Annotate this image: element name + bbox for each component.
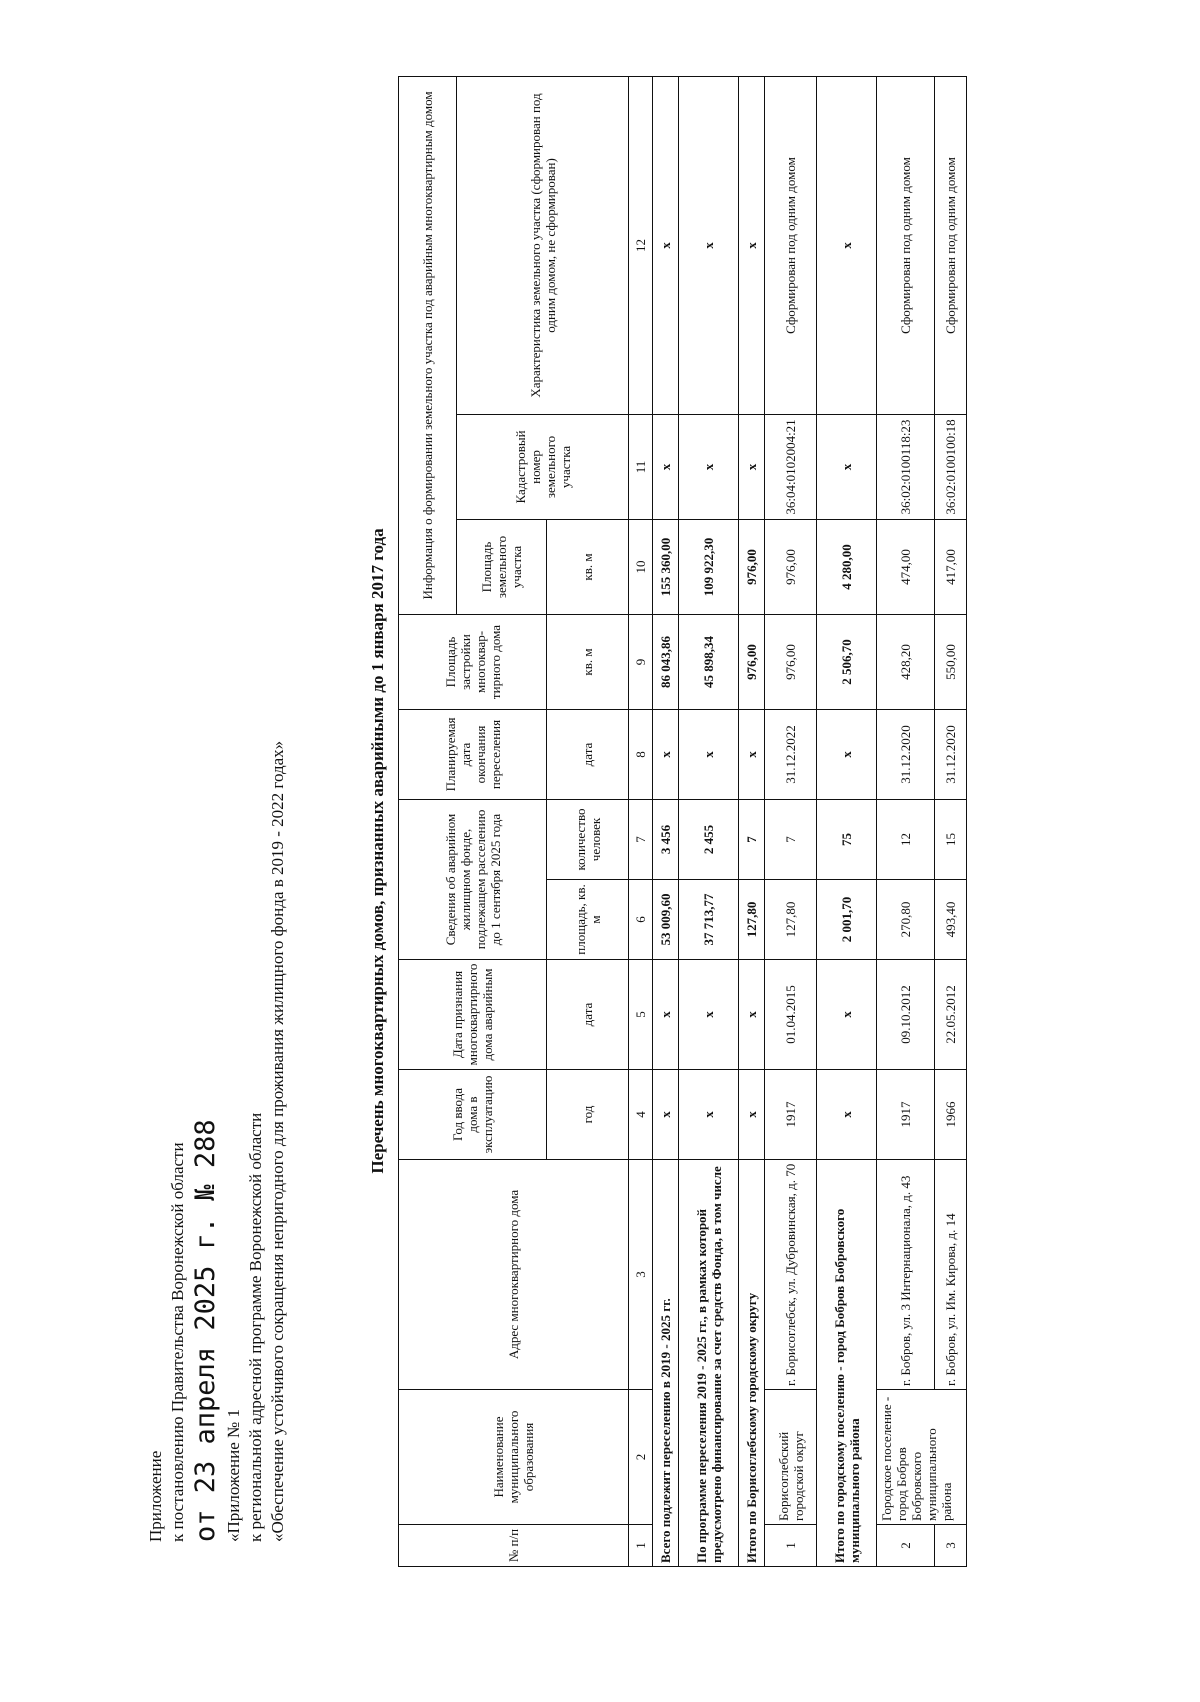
cell-date: 01.04.2015 (765, 960, 817, 1070)
cell-land-char: х (653, 76, 679, 414)
header-land-info: Информация о формировании земельного участка под аварийным многоквартирным домом (399, 76, 457, 614)
cell-date: х (739, 960, 765, 1070)
col-number: 10 (629, 519, 653, 614)
cell-area: 270,80 (877, 880, 935, 960)
program-ref: к региональной адресной программе Воронежской области (246, 1112, 265, 1542)
cell-building-area: 2 506,70 (817, 614, 877, 709)
document-header (145, 741, 289, 1542)
cell-building-area: 976,00 (765, 614, 817, 709)
header-municipality: Наименование муниципального образования (399, 1390, 629, 1525)
cell-building-area: 428,20 (877, 614, 935, 709)
cell-year: х (739, 1070, 765, 1160)
cell-building-area: 45 898,34 (679, 614, 739, 709)
cell-end-date: х (817, 709, 877, 799)
cell-land-char: х (739, 76, 765, 414)
unit-date: дата (547, 960, 629, 1070)
cell-address: г. Бобров, ул. Им. Кирова, д. 14 (935, 1160, 967, 1390)
col-number: 3 (629, 1160, 653, 1390)
col-number: 12 (629, 76, 653, 414)
table-row (765, 76, 817, 1566)
cell-land-char: Сформирован под одним домом (935, 76, 967, 414)
cell-area: 2 001,70 (817, 880, 877, 960)
document-title: Перечень многоквартирных домов, признанных аварийными до 1 января 2017 года (368, 528, 387, 1174)
cell-land-char: х (817, 76, 877, 414)
cell-land-area: 4 280,00 (817, 519, 877, 614)
summary-label: По программе переселения 2019 - 2025 гг., в рамках которой предусмотрено финансирование за счет средств Фонда, в том числе (679, 1160, 739, 1567)
unit-sqm: кв. м (547, 614, 629, 709)
header-building-area: Площадь застройки многоквар-тирного дома (399, 614, 547, 709)
cell-people: 15 (935, 799, 967, 879)
cell-end-date: 31.12.2020 (877, 709, 935, 799)
col-number: 11 (629, 414, 653, 519)
cell-area: 127,80 (739, 880, 765, 960)
cell-end-date: х (679, 709, 739, 799)
cell-end-date: х (739, 709, 765, 799)
cell-end-date: х (653, 709, 679, 799)
summary-total-row (653, 76, 679, 1566)
column-number-row (629, 76, 653, 1566)
cell-year: х (817, 1070, 877, 1160)
unit-year: год (547, 1070, 629, 1160)
cell-people: 7 (765, 799, 817, 879)
cell-people: 12 (877, 799, 935, 879)
header-year-built: Год ввода дома в эксплуатацию (399, 1070, 547, 1160)
cell-people: 3 456 (653, 799, 679, 879)
cell-building-area: 86 043,86 (653, 614, 679, 709)
summary-bobrov-row (817, 76, 877, 1566)
cell-year: х (679, 1070, 739, 1160)
cell-cadastral: 36:04:0102004:21 (765, 414, 817, 519)
appendix-label: Приложение (146, 1450, 165, 1542)
header-planned-end: Планируемая дата окончания переселения (399, 709, 547, 799)
cell-cadastral: х (739, 414, 765, 519)
program-title: «Обеспечение устойчивого сокращения непригодного для проживания жилищного фонда в 2019 - 2022 годах» (268, 740, 287, 1542)
col-number: 1 (629, 1525, 653, 1567)
summary-label: Итого по городскому поселению - город Бобров Бобровского муниципального района (817, 1160, 877, 1567)
cell-building-area: 976,00 (739, 614, 765, 709)
cell-date: х (653, 960, 679, 1070)
cell-address: г. Борисоглебск, ул. Дубровинская, д. 70 (765, 1160, 817, 1390)
col-number: 7 (629, 799, 653, 879)
cell-land-area: 155 360,00 (653, 519, 679, 614)
col-number: 6 (629, 880, 653, 960)
resolution-date: от 23 апреля 2025 г. № 288 (190, 1119, 221, 1542)
cell-year: х (653, 1070, 679, 1160)
summary-label: Итого по Борисоглебскому городскому округу (739, 1160, 765, 1567)
cell-land-area: 976,00 (765, 519, 817, 614)
header-date-emergency: Дата признания многоквартирного дома аварийным (399, 960, 547, 1070)
header-cadastral: Кадастровый номер земельного участка (457, 414, 629, 519)
cell-municipality: Борисоглебский городской округ (765, 1390, 817, 1525)
cell-num: 3 (935, 1525, 967, 1567)
cell-year: 1917 (877, 1070, 935, 1160)
cell-date: 22.05.2012 (935, 960, 967, 1070)
cell-num: 2 (877, 1525, 935, 1567)
cell-municipality: Городское поселение - город Бобров Бобровского муниципального района (877, 1390, 967, 1525)
col-number: 2 (629, 1390, 653, 1525)
cell-date: х (679, 960, 739, 1070)
unit-people: количество человек (547, 799, 629, 879)
cell-land-area: 976,00 (739, 519, 765, 614)
cell-people: 75 (817, 799, 877, 879)
cell-land-area: 474,00 (877, 519, 935, 614)
col-number: 9 (629, 614, 653, 709)
cell-cadastral: 36:02:0100118:23 (877, 414, 935, 519)
appendix-number: «Приложение № 1 (224, 1409, 243, 1542)
col-number: 5 (629, 960, 653, 1070)
resolution-ref: к постановлению Правительства Воронежской области (168, 1142, 187, 1542)
header-resettle-info: Сведения об аварийном жилищном фонде, подлежащем расселению до 1 сентября 2025 года (399, 799, 547, 959)
cell-area: 37 713,77 (679, 880, 739, 960)
cell-area: 127,80 (765, 880, 817, 960)
unit-area: площадь, кв. м (547, 880, 629, 960)
cell-people: 2 455 (679, 799, 739, 879)
cell-area: 53 009,60 (653, 880, 679, 960)
header-land-char: Характеристика земельного участка (сформирован под одним домом, не сформирован) (457, 76, 629, 414)
col-number: 4 (629, 1070, 653, 1160)
cell-land-char: Сформирован под одним домом (765, 76, 817, 414)
cell-area: 493,40 (935, 880, 967, 960)
table-row (935, 76, 967, 1566)
cell-end-date: 31.12.2020 (935, 709, 967, 799)
cell-cadastral: х (817, 414, 877, 519)
summary-borisoglebsk-row (739, 76, 765, 1566)
col-number: 8 (629, 709, 653, 799)
cell-people: 7 (739, 799, 765, 879)
summary-fund-row (679, 76, 739, 1566)
cell-cadastral: х (653, 414, 679, 519)
table-row (877, 76, 935, 1566)
cell-date: х (817, 960, 877, 1070)
cell-cadastral: х (679, 414, 739, 519)
cell-land-area: 109 922,30 (679, 519, 739, 614)
cell-year: 1966 (935, 1070, 967, 1160)
cell-cadastral: 36:02:0100100:18 (935, 414, 967, 519)
cell-building-area: 550,00 (935, 614, 967, 709)
cell-date: 09.10.2012 (877, 960, 935, 1070)
cell-end-date: 31.12.2022 (765, 709, 817, 799)
unit-date: дата (547, 709, 629, 799)
header-address: Адрес многоквартирного дома (399, 1160, 629, 1390)
cell-year: 1917 (765, 1070, 817, 1160)
header-land-area: Площадь земельного участка (457, 519, 547, 614)
unit-sqm: кв. м (547, 519, 629, 614)
cell-num: 1 (765, 1525, 817, 1567)
summary-label: Всего подлежит переселению в 2019 - 2025 гг. (653, 1160, 679, 1567)
cell-address: г. Бобров, ул. 3 Интернационала, д. 43 (877, 1160, 935, 1390)
header-num: № п/п (399, 1525, 629, 1567)
cell-land-char: Сформирован под одним домом (877, 76, 935, 414)
houses-table (398, 76, 967, 1567)
cell-land-area: 417,00 (935, 519, 967, 614)
cell-land-char: х (679, 76, 739, 414)
